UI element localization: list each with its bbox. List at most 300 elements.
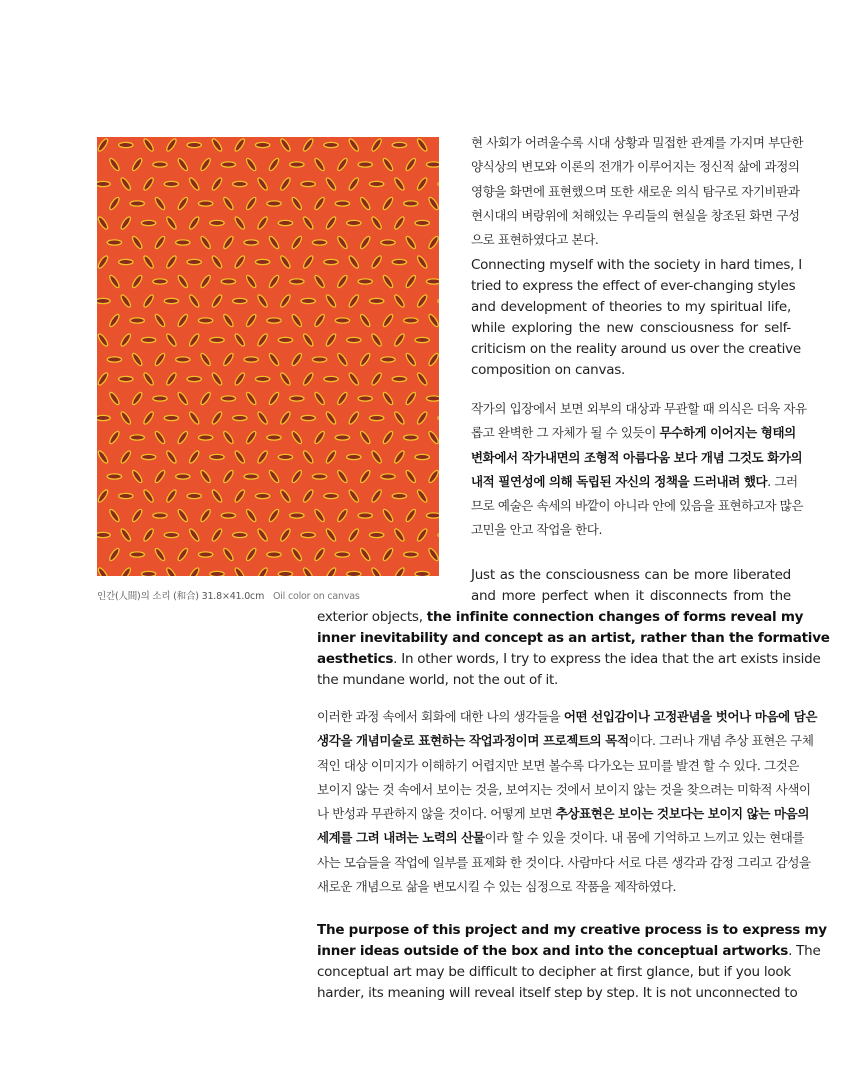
painting-oval: [426, 279, 439, 284]
painting-oval: [325, 411, 338, 426]
painting-oval: [405, 352, 418, 367]
painting-oval: [279, 528, 292, 543]
text-line: 내적 필연성에 의해 독립된 자신의 정책을 드러내려 했다. 그러: [471, 473, 798, 489]
painting-oval: [142, 138, 155, 153]
paragraph-2-korean: [471, 397, 807, 543]
painting-oval: [370, 372, 383, 387]
painting-oval: [154, 352, 167, 367]
painting-oval: [392, 376, 406, 381]
painting-oval: [370, 255, 383, 270]
painting-oval: [221, 279, 235, 284]
painting-oval: [97, 372, 109, 387]
text-line: [317, 628, 830, 649]
painting-oval: [119, 259, 133, 264]
painting-oval: [141, 571, 155, 576]
text-line: 므로 예술은 속세의 바깥이 아니라 안에 있음을 표현하고자 많은: [471, 498, 804, 514]
painting-oval: [301, 181, 315, 186]
painting-oval: [427, 235, 439, 250]
painting-oval: [199, 391, 212, 406]
painting-oval: [336, 469, 349, 484]
painting-oval: [234, 216, 247, 231]
painting-oval: [427, 547, 439, 562]
painting-oval: [405, 157, 418, 172]
painting-oval: [97, 138, 109, 153]
painting-oval: [291, 313, 304, 328]
painting-oval: [97, 298, 110, 303]
painting-oval: [302, 255, 315, 270]
painting-oval: [392, 259, 406, 264]
painting-oval: [234, 567, 247, 576]
painting-oval: [176, 357, 190, 362]
painting-oval: [234, 450, 247, 465]
painting-oval: [210, 454, 224, 459]
painting-oval: [165, 138, 178, 153]
text-line: [471, 446, 803, 470]
painting-oval: [392, 142, 406, 147]
artwork-medium: Oil color on canvas: [272, 591, 360, 602]
emphasis: inner ideas outside of the box and into the conceptual artworks: [317, 943, 789, 959]
painting-oval: [404, 201, 418, 206]
painting-oval: [245, 391, 258, 406]
painting-oval: [256, 450, 269, 465]
paragraph-3-english: [317, 920, 827, 1004]
painting-oval: [256, 294, 269, 309]
painting-oval: [268, 274, 281, 289]
painting-oval: [199, 235, 212, 250]
painting-oval: [336, 352, 349, 367]
painting-oval: [370, 489, 383, 504]
painting-oval: [348, 255, 361, 270]
painting-oval: [210, 571, 224, 576]
painting-oval: [244, 357, 258, 362]
paragraph-1-korean: [471, 131, 804, 252]
painting-oval: [97, 181, 110, 186]
painting-oval: [415, 571, 429, 576]
text-line: harder, its meaning will reveal itself step by step. It is not unconnected to: [317, 985, 798, 1001]
painting-oval: [107, 357, 121, 362]
painting-oval: [427, 469, 439, 484]
painting-oval: [325, 333, 338, 348]
painting-oval: [393, 528, 406, 543]
painting-oval: [165, 333, 178, 348]
painting-oval: [221, 162, 235, 167]
painting-oval: [153, 513, 167, 518]
painting-oval: [382, 157, 395, 172]
paragraph-2-english-top: [471, 565, 791, 607]
painting-oval: [164, 532, 178, 537]
painting-oval: [369, 532, 383, 537]
painting-oval: [325, 177, 338, 192]
painting-oval: [370, 216, 383, 231]
painting-oval: [176, 474, 190, 479]
painting-oval: [404, 552, 418, 557]
painting-oval: [279, 255, 292, 270]
emphasis: aesthetics: [317, 651, 394, 667]
text-line: while exploring the new consciousness for self-: [471, 320, 791, 336]
painting-oval: [198, 318, 212, 323]
painting-oval: [359, 430, 372, 445]
text-line: Just as the consciousness can be more liberated: [471, 567, 791, 583]
painting-oval: [97, 333, 109, 348]
artwork-image: [97, 137, 439, 576]
painting-oval: [393, 567, 406, 576]
painting-oval: [108, 508, 121, 523]
painting-oval: [154, 235, 167, 250]
painting-oval: [153, 396, 167, 401]
painting-oval: [187, 259, 201, 264]
painting-oval: [131, 469, 144, 484]
text-line: 고민을 안고 작업을 한다.: [471, 522, 603, 538]
painting-oval: [177, 430, 190, 445]
painting-oval: [278, 220, 292, 225]
painting-oval: [165, 567, 178, 576]
painting-oval: [416, 255, 429, 270]
painting-oval: [336, 274, 349, 289]
painting-oval: [359, 235, 372, 250]
painting-oval: [313, 313, 326, 328]
painting-oval: [130, 435, 144, 440]
painting-oval: [233, 298, 247, 303]
painting-oval: [335, 435, 349, 440]
painting-oval: [267, 201, 281, 206]
painting-oval: [164, 298, 178, 303]
painting-oval: [97, 415, 110, 420]
painting-oval: [177, 391, 190, 406]
painting-oval: [404, 318, 418, 323]
painting-oval: [211, 372, 224, 387]
painting-oval: [233, 415, 247, 420]
painting-oval: [177, 313, 190, 328]
painting-oval: [416, 138, 429, 153]
painting-oval: [211, 138, 224, 153]
painting-oval: [324, 493, 338, 498]
emphasis: 내적 필연성에 의해 독립된 자신의 정책을 드러내려 했다: [471, 473, 768, 489]
painting-oval: [188, 411, 201, 426]
painting-oval: [142, 294, 155, 309]
painting-oval: [370, 333, 383, 348]
painting-oval: [245, 508, 258, 523]
painting-oval: [256, 528, 269, 543]
painting-oval: [97, 567, 109, 576]
painting-oval: [427, 430, 439, 445]
painting-oval: [279, 411, 292, 426]
painting-oval: [131, 352, 144, 367]
painting-oval: [279, 177, 292, 192]
painting-oval: [222, 469, 235, 484]
paragraph-1-english: [471, 255, 802, 381]
painting-oval: [211, 255, 224, 270]
painting-oval: [426, 396, 439, 401]
text-line: 생각을 개념미술로 표현하는 작업과정이며 프로젝트의 목적이다. 그러나 개념 추상 표현은 구체: [317, 733, 814, 749]
painting-oval: [359, 352, 372, 367]
painting-oval: [199, 508, 212, 523]
text-line: 으로 표현하였다고 본다.: [471, 232, 599, 248]
painting-oval: [199, 274, 212, 289]
painting-oval: [164, 415, 178, 420]
painting-oval: [404, 435, 418, 440]
painting-oval: [233, 181, 247, 186]
painting-oval: [369, 181, 383, 186]
text-line: 영향을 화면에 표현했으며 또한 새로운 의식 탐구로 자기비판과: [471, 183, 800, 199]
painting-oval: [267, 552, 281, 557]
painting-oval: [392, 493, 406, 498]
text-line: 현시대의 벼랑위에 처해있는 우리들의 현실을 창조된 화면 구성: [471, 207, 800, 223]
painting-oval: [405, 508, 418, 523]
painting-oval: [302, 489, 315, 504]
painting-oval: [234, 255, 247, 270]
painting-oval: [108, 430, 121, 445]
painting-oval: [267, 318, 281, 323]
painting-oval: [256, 177, 269, 192]
painting-oval: [313, 196, 326, 211]
painting-oval: [256, 411, 269, 426]
painting-oval: [211, 411, 224, 426]
painting-oval: [142, 489, 155, 504]
painting-oval: [142, 372, 155, 387]
painting-oval: [302, 450, 315, 465]
painting-oval: [210, 337, 224, 342]
painting-oval: [154, 430, 167, 445]
painting-oval: [199, 157, 212, 172]
painting-oval: [97, 489, 109, 504]
painting-oval: [416, 489, 429, 504]
painting-oval: [198, 552, 212, 557]
painting-oval: [279, 294, 292, 309]
painting-oval: [348, 489, 361, 504]
painting-oval: [165, 450, 178, 465]
painting-oval: [438, 415, 439, 420]
painting-oval: [188, 567, 201, 576]
painting-oval: [313, 274, 326, 289]
painting-oval: [369, 415, 383, 420]
painting-oval: [415, 220, 429, 225]
painting-oval: [233, 532, 247, 537]
painting-oval: [97, 255, 109, 270]
painting-oval: [382, 430, 395, 445]
painting-oval: [278, 337, 292, 342]
painting-oval: [348, 528, 361, 543]
painting-oval: [222, 235, 235, 250]
painting-oval: [108, 391, 121, 406]
emphasis: inner inevitability and concept as an artist, rather than the formative: [317, 630, 830, 646]
painting-oval: [302, 372, 315, 387]
painting-oval: [382, 313, 395, 328]
painting-oval: [165, 216, 178, 231]
painting-oval: [234, 489, 247, 504]
painting-oval: [176, 240, 190, 245]
painting-oval: [347, 337, 361, 342]
painting-oval: [426, 162, 439, 167]
painting-oval: [382, 547, 395, 562]
painting-oval: [313, 391, 326, 406]
emphasis: 추상표현은 보이는 것보다는 보이지 않는 마음의: [555, 806, 810, 822]
painting-oval: [142, 528, 155, 543]
painting-oval: [108, 547, 121, 562]
text-line: tried to express the effect of ever-changing styles: [471, 278, 796, 294]
painting-oval: [312, 240, 326, 245]
painting-oval: [255, 142, 269, 147]
painting-oval: [393, 411, 406, 426]
painting-oval: [393, 294, 406, 309]
painting-oval: [119, 493, 133, 498]
painting-oval: [302, 567, 315, 576]
painting-oval: [381, 357, 395, 362]
painting-oval: [131, 235, 144, 250]
painting-oval: [255, 376, 269, 381]
painting-oval: [405, 274, 418, 289]
painting-oval: [336, 391, 349, 406]
painting-oval: [198, 435, 212, 440]
painting-oval: [234, 372, 247, 387]
painting-oval: [131, 274, 144, 289]
painting-oval: [278, 454, 292, 459]
painting-oval: [438, 181, 439, 186]
painting-oval: [416, 177, 429, 192]
painting-oval: [177, 157, 190, 172]
painting-oval: [393, 177, 406, 192]
emphasis: 어떤 선입감이나 고정관념을 벗어나 마음에 담은: [563, 709, 818, 724]
painting-oval: [381, 474, 395, 479]
painting-oval: [187, 142, 201, 147]
emphasis: 변화에서 작가내면의 조형적 아름다움 보다 개념 그것도 화가의: [471, 449, 803, 465]
painting-oval: [415, 454, 429, 459]
painting-oval: [313, 157, 326, 172]
painting-oval: [347, 454, 361, 459]
painting-oval: [291, 352, 304, 367]
text-line: 이러한 과정 속에서 회화에 대한 나의 생각들을 어떤 선입감이나 고정관념을 벗어나 마음에 담은: [317, 709, 818, 724]
painting-oval: [359, 469, 372, 484]
painting-oval: [416, 372, 429, 387]
text-line: criticism on the reality around us over the creative: [471, 341, 801, 357]
painting-oval: [120, 411, 133, 426]
painting-oval: [348, 177, 361, 192]
emphasis: 생각을 개념미술로 표현하는 작업과정이며 프로젝트의 목적: [317, 733, 629, 749]
painting-oval: [359, 196, 372, 211]
painting-oval: [393, 333, 406, 348]
painting-oval: [245, 547, 258, 562]
painting-oval: [222, 313, 235, 328]
painting-oval: [245, 274, 258, 289]
painting-oval: [290, 162, 304, 167]
emphasis: 무수하게 이어지는 형태의: [659, 425, 796, 441]
painting-oval: [108, 196, 121, 211]
painting-oval: [165, 255, 178, 270]
painting-oval: [153, 279, 167, 284]
painting-oval: [108, 313, 121, 328]
painting-oval: [324, 259, 338, 264]
painting-oval: [358, 396, 372, 401]
painting-oval: [405, 469, 418, 484]
painting-oval: [131, 508, 144, 523]
painting-oval: [291, 547, 304, 562]
painting-oval: [177, 196, 190, 211]
painting-oval: [107, 474, 121, 479]
painting-oval: [119, 142, 133, 147]
painting-oval: [256, 567, 269, 576]
painting-oval: [165, 489, 178, 504]
painting-oval: [255, 259, 269, 264]
painting-oval: [222, 352, 235, 367]
painting-oval: [336, 157, 349, 172]
painting-oval: [290, 396, 304, 401]
painting-oval: [130, 201, 144, 206]
painting-oval: [381, 240, 395, 245]
text-line: and development of theories to my spiritual life,: [471, 299, 791, 315]
painting-oval: [188, 450, 201, 465]
painting-oval: [108, 157, 121, 172]
painting-oval: [120, 567, 133, 576]
painting-oval: [312, 357, 326, 362]
painting-oval: [438, 298, 439, 303]
painting-oval: [108, 274, 121, 289]
painting-oval: [256, 333, 269, 348]
painting-oval: [416, 528, 429, 543]
painting-oval: [177, 274, 190, 289]
artwork-title: 인간(人間)의 소리 (和合): [97, 591, 199, 602]
painting-oval: [245, 430, 258, 445]
painting-oval: [188, 294, 201, 309]
painting-oval: [120, 294, 133, 309]
painting-oval: [221, 396, 235, 401]
text-line: 현 사회가 어려울수록 시대 상황과 밀접한 관계를 가지며 부단한: [471, 135, 804, 150]
painting-oval: [199, 469, 212, 484]
painting-oval: [187, 376, 201, 381]
painting-oval: [222, 430, 235, 445]
painting-oval: [393, 216, 406, 231]
painting-oval: [358, 162, 372, 167]
painting-oval: [313, 547, 326, 562]
painting-oval: [245, 157, 258, 172]
painting-oval: [348, 372, 361, 387]
painting-oval: [142, 411, 155, 426]
painting-oval: [302, 138, 315, 153]
painting-oval: [324, 376, 338, 381]
painting-oval: [188, 216, 201, 231]
painting-oval: [348, 294, 361, 309]
painting-oval: [393, 450, 406, 465]
painting-oval: [358, 513, 372, 518]
painting-oval: [154, 547, 167, 562]
painting-oval: [188, 528, 201, 543]
painting-oval: [335, 318, 349, 323]
painting-oval: [234, 138, 247, 153]
painting-oval: [370, 138, 383, 153]
text-line: 보이지 않는 것 속에서 보이는 것을, 보여지는 것에서 보이지 않는 것을 찾으려는 미학적 사색이: [317, 781, 811, 797]
painting-oval: [199, 352, 212, 367]
painting-oval: [256, 216, 269, 231]
painting-oval: [336, 235, 349, 250]
text-line: conceptual art may be difficult to decipher at first glance, but if you look: [317, 964, 791, 980]
painting-oval: [177, 508, 190, 523]
painting-oval: [370, 450, 383, 465]
painting-oval: [222, 196, 235, 211]
painting-oval: [268, 391, 281, 406]
painting-oval: [153, 162, 167, 167]
painting-oval: [325, 294, 338, 309]
painting-oval: [302, 216, 315, 231]
painting-oval: [427, 352, 439, 367]
painting-oval: [154, 313, 167, 328]
painting-oval: [165, 372, 178, 387]
painting-oval: [427, 196, 439, 211]
painting-oval: [120, 450, 133, 465]
text-line: inner ideas outside of the box and into the conceptual artworks. The: [317, 943, 821, 959]
painting-oval: [325, 450, 338, 465]
painting-oval: [382, 274, 395, 289]
painting-oval: [290, 513, 304, 518]
painting-oval: [268, 352, 281, 367]
painting-oval: [268, 508, 281, 523]
